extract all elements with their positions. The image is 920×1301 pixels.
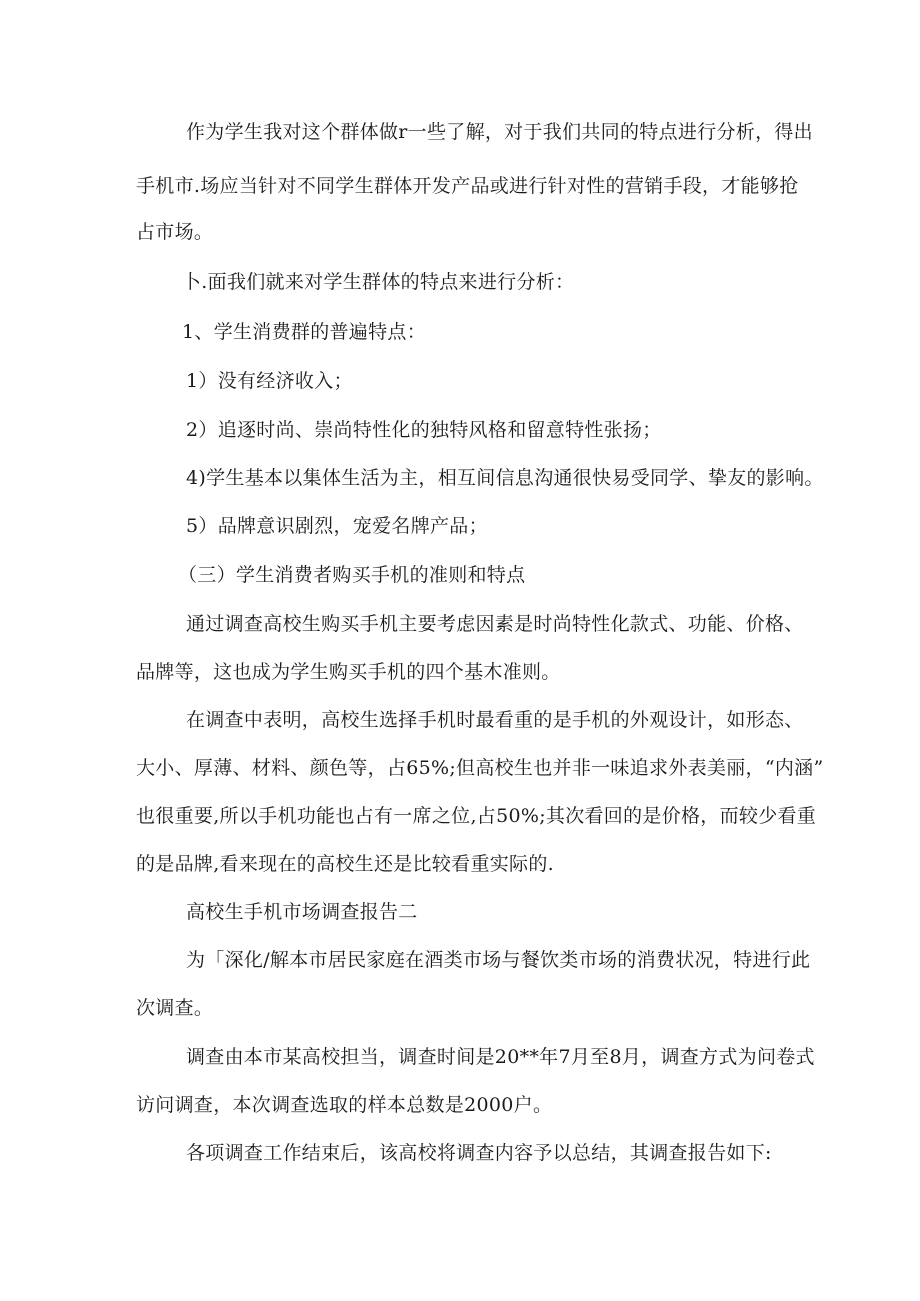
paragraph-1-line-1: 作为学生我对这个群体做r一些了解，对于我们共同的特点进行分析，得出 (186, 121, 813, 143)
paragraph-1-line-2: 手机市.场应当针对不同学生群体开发产品或进行针对性的营销手段，才能够抢 (136, 175, 799, 197)
paragraph-3-line-2: 品牌等，这也成为学生购买手机的四个基木准则。 (136, 661, 561, 683)
paragraph-4-line-4: 的是品牌,看来现在的高校生还是比较看重实际的. (136, 853, 554, 875)
paragraph-4-line-3: 也很重要,所以手机功能也占有一席之位,占50%;其次看回的是价格，而较少看重 (136, 805, 817, 827)
paragraph-4-line-2: 大小、厚薄、材料、颜色等，占65%;但高校生也并非一味追求外表美丽，“内涵” (136, 757, 824, 779)
list-item-4: 4)学生基本以集体生活为主，相互间信息沟通很快易受同学、挚友的影响。 (186, 467, 824, 489)
paragraph-3-line-1: 通过调查高校生购买手机主要考虑因素是时尚特性化款式、功能、价格、 (186, 613, 804, 635)
report-title: 高校生手机市场调查报告二 (186, 901, 418, 923)
paragraph-2: 卜.面我们就来对学生群体的特点来进行分析： (182, 271, 575, 293)
paragraph-4-line-1: 在调查中表明，高校生选择手机时最看重的是手机的外观设计，如形态、 (186, 709, 804, 731)
paragraph-5-line-2: 次调查。 (136, 997, 214, 1019)
paragraph-6-line-2: 访问调查，本次调查选取的样本总数是2000户。 (136, 1094, 553, 1116)
list-item-5: 5）品牌意识剧烈，宠爱名牌产品； (186, 515, 488, 537)
list-item-2: 2）追逐时尚、崇尚特性化的独特风格和留意特性张扬； (186, 419, 662, 441)
section-heading-3: （三）学生消费者购买手机的准则和特点 (178, 564, 526, 586)
paragraph-5-line-1: 为「深化/解本市居民家庭在酒类市场与餐饮类市场的消费状况，特进行此 (186, 949, 811, 971)
paragraph-6-line-1: 调查由本市某高校担当，调查时间是20**年7月至8月，调查方式为问卷式 (186, 1046, 815, 1068)
paragraph-1-line-3: 占市场。 (136, 221, 214, 243)
list-heading-1: 1、学生消费群的普遍特点： (182, 321, 426, 343)
list-item-1: 1）没有经济收入； (186, 370, 353, 392)
paragraph-7: 各项调查工作结束后，该高校将调查内容予以总结，其调查报告如下: (186, 1142, 772, 1164)
